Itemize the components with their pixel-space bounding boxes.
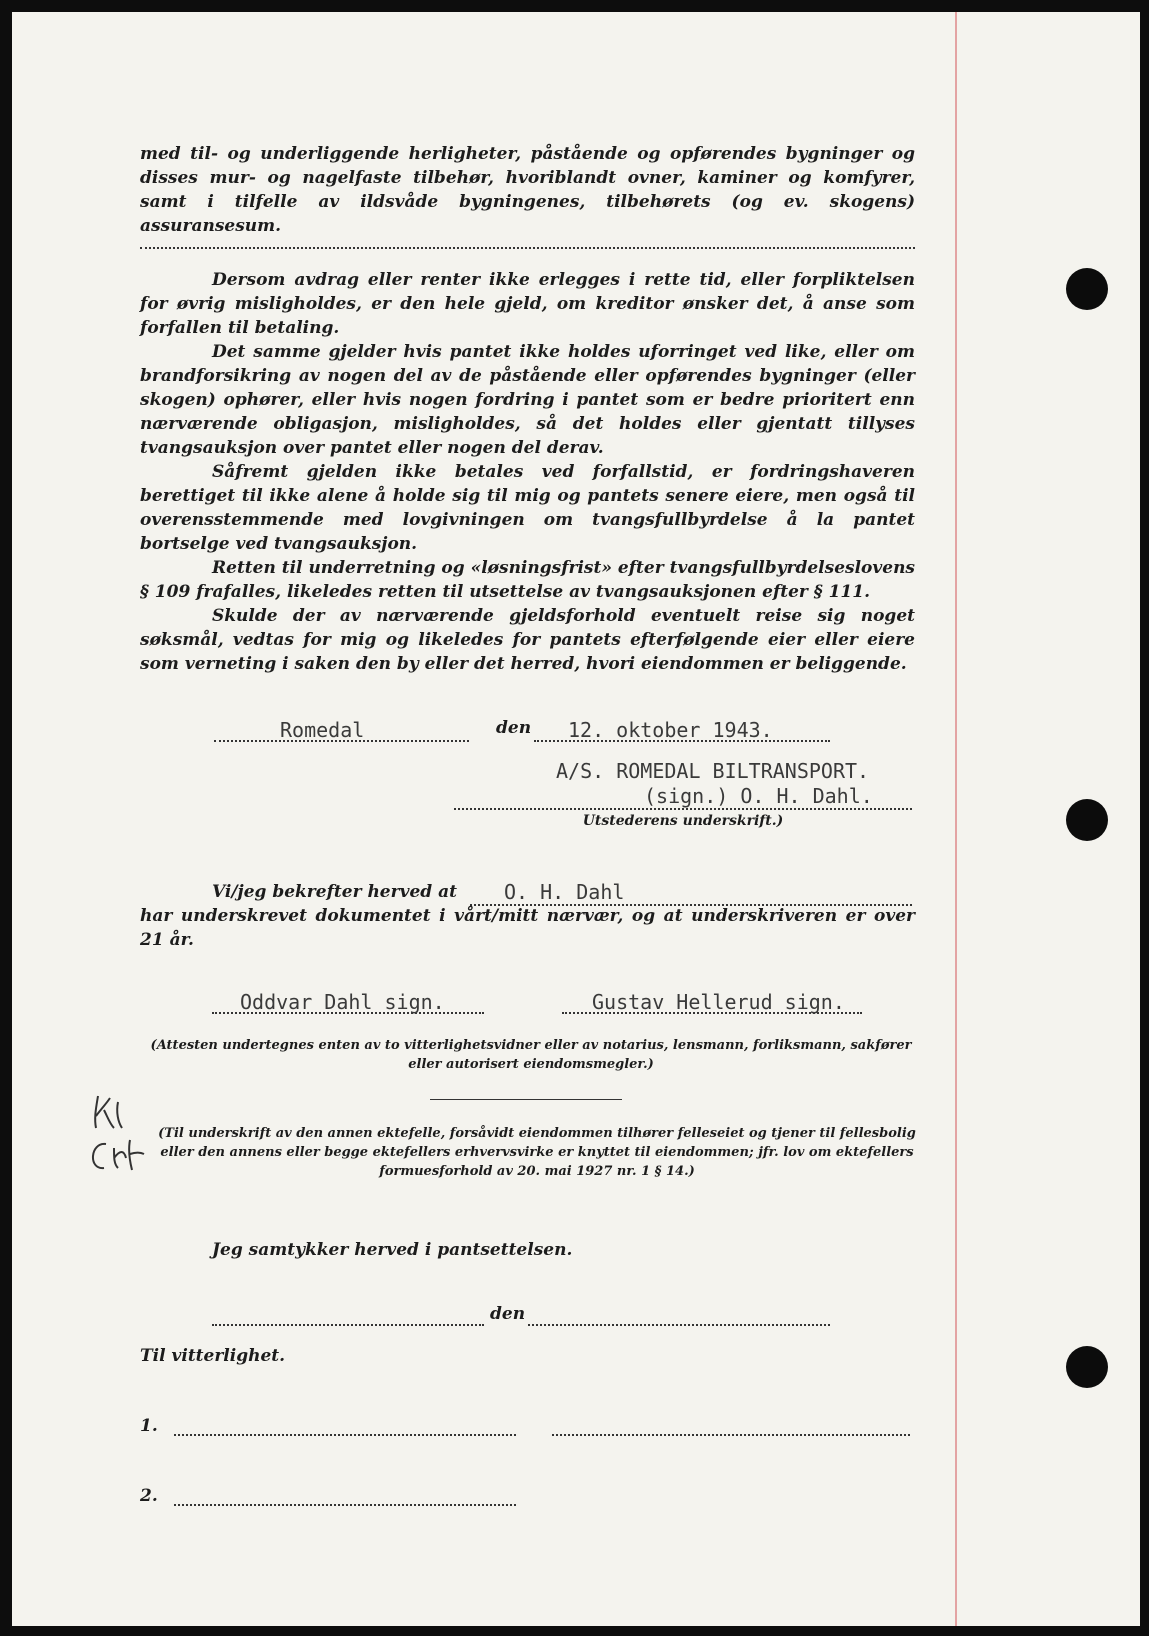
witness1-signature: Oddvar Dahl sign. <box>240 990 445 1014</box>
separator-dotted-line <box>140 247 915 249</box>
consent-witness1-line <box>174 1434 516 1436</box>
consent-witness1b-line <box>552 1434 910 1436</box>
den-label: den <box>496 718 532 738</box>
punch-hole <box>1066 268 1108 310</box>
witness2-signature: Gustav Hellerud sign. <box>592 990 845 1014</box>
red-margin-line <box>955 12 957 1626</box>
consent-witness2-line <box>174 1504 516 1506</box>
paragraph-default-clause: Dersom avdrag eller renter ikke erlegges i rette tid, eller forpliktelsen for øvrig misligholdes, er den hele gjeld, om kreditor ønsker det, å anse som forfallen til betaling. <box>140 270 915 338</box>
consent-den-label: den <box>490 1304 526 1324</box>
issuer-signature: (sign.) O. H. Dahl. <box>644 784 873 808</box>
spouse-note: (Til underskrift av den annen ektefelle, forsåvidt eiendommen tilhører felleseiet og tjener til fellesbolig eller den annens eller begge ektefellers erhvervsvirke er knyttet til eiendommen; jfr. lov om ektefellers formuesforhold av 20. mai 1927 nr. 1 § 14.) <box>158 1126 916 1179</box>
punch-hole <box>1066 799 1108 841</box>
document-page <box>12 12 1140 1626</box>
attest-signer-name: O. H. Dahl <box>504 880 625 904</box>
consent-date-line <box>528 1324 830 1326</box>
paragraph-notice-clause: Retten til underretning og «løsningsfrist» efter tvangsfullbyrdelseslovens § 109 frafalles, likeledes retten til utsettelse av tvangsauksjonen efter § 111. <box>140 558 915 602</box>
paragraph-enforcement-clause: Såfremt gjelden ikke betales ved forfallstid, er fordringshaveren berettiget til ikke alene å holde sig til mig og pantets senere eiere, men også til overensstemmende med lovgivningen om tvangsfullbyrdelse å la pantet bortselge ved tvangsauksjon. <box>140 462 915 554</box>
consent-place-line <box>212 1324 484 1326</box>
punch-hole <box>1066 1346 1108 1388</box>
attest-note: (Attesten undertegnes enten av to vitterlighetsvidner eller av notarius, lensmann, forliksmann, sakfører eller autorisert eiendomsmegler.) <box>150 1038 912 1072</box>
paragraph-property-clause: med til- og underliggende herligheter, påstående og opførendes bygninger og disses mur- og nagelfaste tilbehør, hvoriblandt ovner, kaminer og komfyrer, samt i tilfelle av ildsvåde bygningenes, tilbehørets (og ev. skogens) assuransesum. <box>140 144 915 236</box>
divider-line <box>430 1099 622 1100</box>
issuer-signature-caption: Utstederens underskrift.) <box>582 813 784 829</box>
witness-heading: Til vitterlighet. <box>140 1346 286 1366</box>
issue-date: 12. oktober 1943. <box>568 718 773 742</box>
attest-statement: har underskrevet dokumentet i vårt/mitt nærvær, og at underskriveren er over 21 år. <box>140 906 915 950</box>
witness-number-1: 1. <box>140 1416 158 1436</box>
paragraph-insurance-clause: Det samme gjelder hvis pantet ikke holdes uforringet ved like, eller om brandforsikring av nogen del av de påstående eller opførendes bygninger (eller skogen) ophører, eller hvis nogen fordring i pantet som er bedre prioritert enn nærværende obligasjon, misligholdes, så det holdes eller gjentatt tillyses tvangsauksjon over pantet eller nogen del derav. <box>140 342 915 458</box>
paragraph-venue-clause: Skulde der av nærværende gjeldsforhold eventuelt reise sig noget søksmål, vedtas for mig og likeledes for pantets efterfølgende eier eller eiere som verneting i saken den by eller det herred, hvori eiendommen er beliggende. <box>140 606 915 674</box>
consent-statement: Jeg samtykker herved i pantsettelsen. <box>212 1240 573 1260</box>
company-name: A/S. ROMEDAL BILTRANSPORT. <box>556 759 870 783</box>
witness-number-2: 2. <box>140 1486 158 1506</box>
issue-place: Romedal <box>280 718 365 742</box>
issuer-signature-line <box>454 808 912 810</box>
attest-lead: Vi/jeg bekrefter herved at <box>212 882 457 902</box>
